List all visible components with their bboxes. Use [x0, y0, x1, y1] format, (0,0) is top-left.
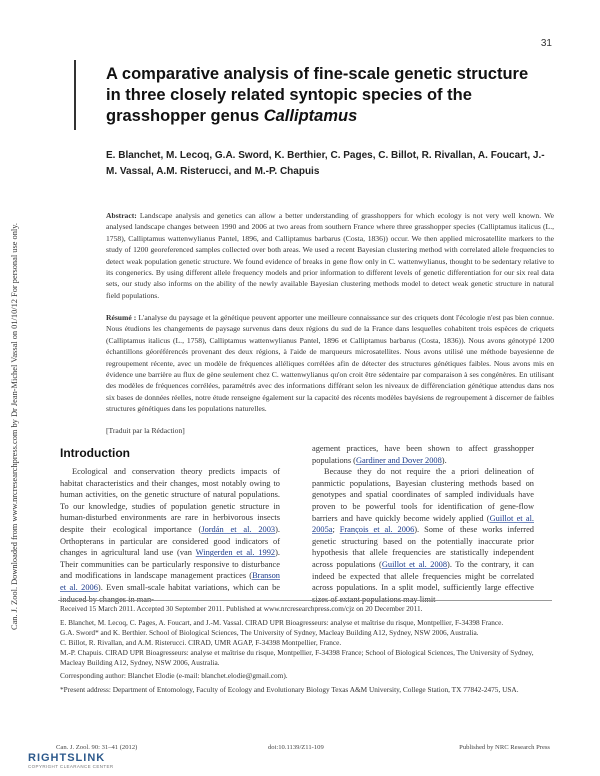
title-genus: Calliptamus: [263, 107, 358, 125]
author-list: E. Blanchet, M. Lecoq, G.A. Sword, K. Berthier, C. Pages, C. Billot, R. Rivallan, A. Foucart, J.-M. Vassal, A.M. Risterucci, and M.-P. Chapuis: [106, 150, 545, 177]
citation-link[interactable]: Jordán et al. 2003: [201, 524, 276, 534]
section-heading-introduction: Introduction: [60, 446, 130, 460]
citation-link[interactable]: François et al. 2006: [339, 525, 415, 535]
citation-link[interactable]: Guillot et al. 2005a: [312, 513, 534, 535]
citation-link[interactable]: Wingerden et al. 1992: [195, 548, 276, 558]
title-text: A comparative analysis of fine-scale genetic structure in three closely related syntopic species of the grasshopper genus: [106, 65, 529, 125]
citation-link[interactable]: Guillot et al. 2008: [381, 559, 448, 569]
publisher: Published by NRC Research Press: [459, 744, 550, 751]
footnote-divider: [58, 600, 552, 601]
doi[interactable]: doi:10.1139/Z11-109: [268, 744, 324, 751]
affiliation: G.A. Sword* and K. Berthier. School of Biological Sciences, The University of Sydney, Macleay Building A12, Sydney, NSW 2006, Australia.: [60, 627, 479, 637]
rightslink-logo-text: RIGHTSLINK: [28, 752, 106, 764]
abstract-text: Landscape analysis and genetics can allow a better understanding of grasshoppers for which ecology is not very well known. We analysed landscape changes between 1990 and 2006 at two areas from southern France where three grasshopper species (Calliptamus italicus (L., 1758), Calliptamus wattenwylianus Pantel, 1896, and Calliptamus barbarus (Costa, 1836)) occur. We then applied microsatellite markers to the study of 1200 georeferenced samples collected over both areas. We used a recent Bayesian clustering method with correlated allele frequencies to detect weak population genetic structure. We found evidence of breaks in gene flow only in C. wattenwylianus, thought to be sedentary relative to its congenerics. By using different allele frequency models and prior information to different levels of genetic differentiation for our six real data sets, our study also informs on the ability of the newly available Bayesian clustering methods model to detect weak genetic structure in natural field populations.: [106, 211, 554, 300]
download-watermark-text: Can. J. Zool. Downloaded from www.nrcresearchpress.com by Dr Jean-Michel Vassal on 01/10/12 For personal use only.: [10, 223, 19, 630]
corresponding-author: Corresponding author: Blanchet Elodie (e-mail: blanchet.elodie@gmail.com).: [60, 671, 288, 681]
article-title: [106, 64, 546, 127]
rightslink-logo[interactable]: [28, 752, 114, 769]
affiliation: M.-P. Chapuis. CIRAD UPR Bioagresseurs: analyse et maîtrise du risque, Montpellier, F-34398 France; School of Biological Sciences, The University of Sydney, Macleay Building A12, Sydney, NSW 2006, Australia.: [60, 647, 534, 667]
resume-text: L'analyse du paysage et la génétique peuvent apporter une meilleure connaissance sur des criquets dont l'écologie n'est pas bien connue. Nous étudions les changements de paysage survenus dans deux régions du sud de la France dans lesquelles cohabitent trois espèces de criquets (Calliptamus italicus (L., 1758), Calliptamus wattenwylianus Pantel, 1896 et Calliptamus barbarus (Costa, 1836)). Nous avons génotypé 1200 échantillons géoréférencés provenant des deux régions, à l'aide de marqueurs microsatellites. Nous avons utilisé une méthode bayesienne de regroupement récente, avec un modèle de fréquences alléliques corrélées afin de détecter des structures génétiques faibles. Nous avons mis en évidence une barrière au flux de gène seulement chez C. wattenwylianus qu'on croit être sédentaire par comparaison à ses congénères. En utilisant des modèles de fréquences corrélées, paramétrés avec des informations différant selon les niveaux de différenciation génétique attendus dans nos six bases de données réelles, notre étude renseigne également sur la capacité des récents modèles bayésiens de regroupement à discerner de faibles structures génétiques dans les populations naturelles.: [106, 313, 554, 414]
journal-citation: Can. J. Zool. 90: 31–41 (2012): [56, 744, 138, 751]
title-rule: [74, 60, 76, 130]
intro-paragraph-1: Ecological and conservation theory predicts impacts of habitat characteristics and their changes, most notably owing to human activities, on the genetic structure of natural populations. To our knowledge, studies of population genetic structure in human-disturbed environments are rare in herbivorous insects despite their ecological importance (Jordán et al. 2003). Orthopterans in particular are considered good indicators of changes in agricultural land use (van Wingerden et al. 1992). Their communities can be particularly responsive to disturbance and modifications in landscape management practices (Branson et al. 2006). Even small-scale habitat variations, which can be: [60, 467, 281, 592]
column-left: [60, 466, 280, 605]
rightslink-logo-sub: COPYRIGHT CLEARANCE CENTER: [28, 764, 114, 769]
abstract-label: Abstract:: [106, 211, 137, 220]
affiliation: C. Billot, R. Rivallan, and A.M. Risterucci. CIRAD, UMR AGAP, F-34398 Montpellier, France.: [60, 637, 342, 647]
footnotes: [60, 604, 552, 695]
intro-paragraph-2: Because they do not require the a priori delineation of panmictic populations, Bayesian clustering methods based on genotypes and spatial coordinates of sampled individuals have proven to be powerful tools for identification of gene-flow barriers and have quickly become widely applied (Guillot et al. 2005a; François et al. 2006). Some of these works inferred genetic structuring based on the potentially inaccurate prior hypothesis that allele frequencies are statistically independent across populations (Guillot et al. 2008). To the contrary, it can indeed be expected that allele frequencies might be correlated across populations. In a split model, sufficiently large effective: [312, 467, 534, 593]
download-watermark: [2, 190, 42, 630]
citation-link[interactable]: Gardiner and Dover 2008: [355, 455, 442, 465]
citation-link[interactable]: Branson et al. 2006: [60, 571, 280, 592]
translation-note: [Traduit par la Rédaction]: [106, 426, 185, 435]
resume-label: Résumé :: [106, 313, 137, 322]
abstract: [106, 210, 554, 301]
affiliation: E. Blanchet, M. Lecoq, C. Pages, A. Foucart, and J.-M. Vassal. CIRAD UPR Bioagresseurs: analyse et maîtrise du risque, Montpellier, F-34398 France.: [60, 617, 504, 627]
column-right: [312, 443, 534, 605]
present-address: *Present address: Department of Entomology, Faculty of Ecology and Evolutionary Biology Texas A&M University, College Station, TX 77842-2475, USA.: [60, 685, 519, 695]
intro-paragraph-1-cont: agement practices, have been shown to affect grasshopper populations (Gardiner and Dover 2008).: [312, 444, 534, 465]
page-number: 31: [540, 38, 552, 49]
received-dates: Received 15 March 2011. Accepted 30 September 2011. Published at www.nrcresearchpress.com/cjz on 20 December 2011.: [60, 604, 423, 613]
resume: [106, 312, 554, 415]
